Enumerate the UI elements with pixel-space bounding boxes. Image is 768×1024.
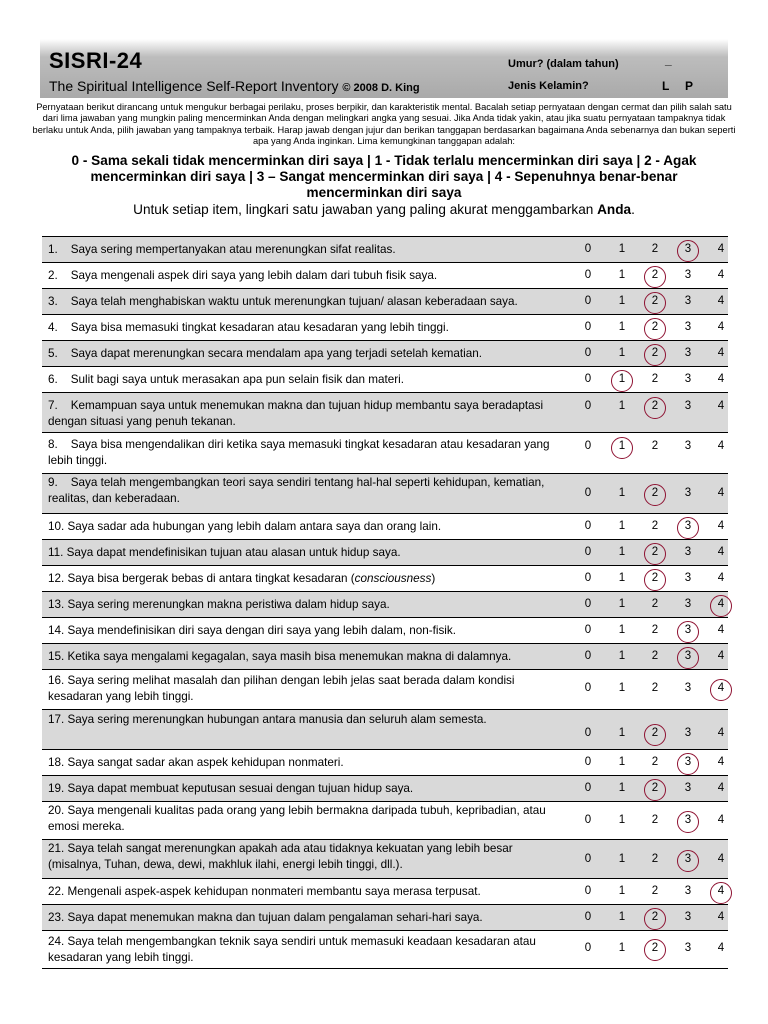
item-text: 11. Saya dapat mendefinisikan tujuan atau alasan untuk hidup saya. <box>48 546 401 559</box>
response-option-4[interactable]: 4 <box>717 400 725 412</box>
form-title-line <box>49 78 420 94</box>
age-label: Umur? (dalam tahun) <box>508 58 619 70</box>
item-text: 24. Saya telah mengembangkan teknik saya sendiri untuk memasuki keadaan kesadaran atau kesadaran yang lebih tinggi. <box>48 935 536 964</box>
response-option-1[interactable]: 1 <box>618 269 626 281</box>
item-text: 10. Saya sadar ada hubungan yang lebih dalam antara saya dan orang lain. <box>48 520 442 533</box>
response-option-1[interactable]: 1 <box>618 572 626 584</box>
answer-circle-mark <box>710 595 732 617</box>
table-row <box>42 433 728 474</box>
response-option-3[interactable]: 3 <box>684 624 692 636</box>
table-row <box>42 263 728 289</box>
response-option-3[interactable]: 3 <box>684 400 692 412</box>
item-statement <box>48 649 563 665</box>
item-statement <box>48 712 563 728</box>
response-option-0[interactable]: 0 <box>584 572 592 584</box>
table-row <box>42 618 728 644</box>
response-option-3[interactable]: 3 <box>684 243 692 255</box>
response-option-4[interactable]: 4 <box>717 487 725 499</box>
item-text-italic: consciousness <box>354 572 432 585</box>
response-option-1[interactable]: 1 <box>618 853 626 865</box>
answer-circle-mark <box>644 908 666 930</box>
response-option-2[interactable]: 2 <box>651 782 659 794</box>
table-row <box>42 367 728 393</box>
item-statement <box>48 398 563 430</box>
response-option-0[interactable]: 0 <box>584 295 592 307</box>
response-option-2[interactable]: 2 <box>651 682 659 694</box>
response-option-1[interactable]: 1 <box>618 440 626 452</box>
response-option-1[interactable]: 1 <box>618 321 626 333</box>
table-row <box>42 840 728 879</box>
response-option-3[interactable]: 3 <box>684 373 692 385</box>
response-option-1[interactable]: 1 <box>618 624 626 636</box>
item-statement <box>48 781 563 797</box>
response-option-1[interactable]: 1 <box>618 885 626 897</box>
item-statement <box>48 571 563 587</box>
response-option-4[interactable]: 4 <box>717 546 725 558</box>
table-row <box>42 474 728 514</box>
table-row <box>42 540 728 566</box>
instruction-end: . <box>631 202 635 217</box>
item-text: 20. Saya mengenali kualitas pada orang yang lebih bermakna daripada tubuh, kepribadian, atau emosi mereka. <box>48 804 546 833</box>
items-table <box>42 236 728 964</box>
item-text: 14. Saya mendefinisikan diri saya dengan diri saya yang lebih dalam, non-fisik. <box>48 624 456 637</box>
item-text: 17. Saya sering merenungkan hubungan antara manusia dan seluruh alam semesta. <box>48 713 487 726</box>
form-code: SISRI-24 <box>49 48 143 73</box>
response-option-3[interactable]: 3 <box>684 347 692 359</box>
item-statement <box>48 755 563 771</box>
answer-circle-mark <box>677 850 699 872</box>
response-option-2[interactable]: 2 <box>651 814 659 826</box>
response-option-0[interactable]: 0 <box>584 853 592 865</box>
table-row <box>42 879 728 905</box>
response-option-2[interactable]: 2 <box>651 295 659 307</box>
response-option-4[interactable]: 4 <box>717 624 725 636</box>
response-option-0[interactable]: 0 <box>584 682 592 694</box>
table-row <box>42 393 728 433</box>
response-option-1[interactable]: 1 <box>618 373 626 385</box>
table-row <box>42 315 728 341</box>
item-statement <box>48 519 563 535</box>
response-option-4[interactable]: 4 <box>717 682 725 694</box>
table-row <box>42 566 728 592</box>
response-option-3[interactable]: 3 <box>684 782 692 794</box>
copyright: © 2008 D. King <box>342 82 420 94</box>
answer-circle-mark <box>644 724 666 746</box>
gender-label: Jenis Kelamin? <box>508 80 589 92</box>
table-row <box>42 931 728 969</box>
answer-circle-mark <box>644 484 666 506</box>
age-field[interactable]: _ <box>665 53 672 67</box>
answer-circle-mark <box>644 266 666 288</box>
item-text: 23. Saya dapat menemukan makna dan tujuan dalam pengalaman sehari-hari saya. <box>48 911 483 924</box>
response-option-2[interactable]: 2 <box>651 885 659 897</box>
item-statement <box>48 437 563 469</box>
form-title: The Spiritual Intelligence Self-Report Inventory <box>49 78 339 94</box>
response-option-2[interactable]: 2 <box>651 440 659 452</box>
response-option-1[interactable]: 1 <box>618 650 626 662</box>
response-option-4[interactable]: 4 <box>717 727 725 739</box>
response-option-1[interactable]: 1 <box>618 546 626 558</box>
table-row <box>42 670 728 710</box>
response-option-1[interactable]: 1 <box>618 942 626 954</box>
item-text: 13. Saya sering merenungkan makna peristiwa dalam hidup saya. <box>48 598 390 611</box>
answer-circle-mark <box>644 397 666 419</box>
item-statement <box>48 242 563 258</box>
answer-circle-mark <box>644 939 666 961</box>
response-option-2[interactable]: 2 <box>651 756 659 768</box>
response-option-0[interactable]: 0 <box>584 650 592 662</box>
item-statement <box>48 346 563 362</box>
item-statement <box>48 268 563 284</box>
response-option-2[interactable]: 2 <box>651 487 659 499</box>
response-option-1[interactable]: 1 <box>618 520 626 532</box>
response-option-2[interactable]: 2 <box>651 911 659 923</box>
gender-option-l[interactable]: L <box>662 79 670 93</box>
item-text: 18. Saya sangat sadar akan aspek kehidupan nonmateri. <box>48 756 344 769</box>
table-row <box>42 644 728 670</box>
response-option-4[interactable]: 4 <box>717 269 725 281</box>
response-option-2[interactable]: 2 <box>651 347 659 359</box>
response-option-3[interactable]: 3 <box>684 911 692 923</box>
item-text: 7. Kemampuan saya untuk menemukan makna dan tujuan hidup membantu saya beradaptasi dengan situasi yang penuh tekanan. <box>48 399 544 428</box>
response-option-2[interactable]: 2 <box>651 269 659 281</box>
response-option-3[interactable]: 3 <box>684 853 692 865</box>
response-option-0[interactable]: 0 <box>584 347 592 359</box>
response-option-2[interactable]: 2 <box>651 650 659 662</box>
response-option-2[interactable]: 2 <box>651 373 659 385</box>
item-statement <box>48 803 563 835</box>
response-option-1[interactable]: 1 <box>618 243 626 255</box>
answer-circle-mark <box>677 811 699 833</box>
response-option-2[interactable]: 2 <box>651 243 659 255</box>
response-option-0[interactable]: 0 <box>584 440 592 452</box>
table-row <box>42 289 728 315</box>
response-option-0[interactable]: 0 <box>584 598 592 610</box>
response-option-3[interactable]: 3 <box>684 814 692 826</box>
response-option-2[interactable]: 2 <box>651 400 659 412</box>
answer-circle-mark <box>644 292 666 314</box>
item-statement <box>48 294 563 310</box>
item-text: 5. Saya dapat merenungkan secara mendalam apa yang terjadi setelah kematian. <box>48 347 483 360</box>
answer-circle-mark <box>710 882 732 904</box>
response-option-4[interactable]: 4 <box>717 572 725 584</box>
form-header <box>40 39 728 98</box>
response-option-0[interactable]: 0 <box>584 520 592 532</box>
response-option-0[interactable]: 0 <box>584 624 592 636</box>
response-option-2[interactable]: 2 <box>651 546 659 558</box>
gender-option-p[interactable]: P <box>685 79 694 93</box>
table-row <box>42 514 728 540</box>
answer-circle-mark <box>644 779 666 801</box>
response-option-1[interactable]: 1 <box>618 911 626 923</box>
response-option-4[interactable]: 4 <box>717 756 725 768</box>
table-row <box>42 905 728 931</box>
item-statement <box>48 597 563 613</box>
answer-circle-mark <box>677 240 699 262</box>
response-option-0[interactable]: 0 <box>584 269 592 281</box>
response-option-0[interactable]: 0 <box>584 911 592 923</box>
response-option-4[interactable]: 4 <box>717 814 725 826</box>
answer-circle-mark <box>611 370 633 392</box>
item-text: 6. Sulit bagi saya untuk merasakan apa pun selain fisik dan materi. <box>48 373 405 386</box>
response-option-0[interactable]: 0 <box>584 942 592 954</box>
item-statement <box>48 934 563 966</box>
response-option-3[interactable]: 3 <box>684 942 692 954</box>
answer-circle-mark <box>644 318 666 340</box>
response-option-1[interactable]: 1 <box>618 682 626 694</box>
instruction-emphasis: Anda <box>597 202 632 217</box>
response-option-2[interactable]: 2 <box>651 598 659 610</box>
item-statement <box>48 841 563 873</box>
response-option-4[interactable]: 4 <box>717 520 725 532</box>
response-option-3[interactable]: 3 <box>684 546 692 558</box>
response-option-3[interactable]: 3 <box>684 572 692 584</box>
response-option-2[interactable]: 2 <box>651 321 659 333</box>
response-option-0[interactable]: 0 <box>584 546 592 558</box>
response-option-3[interactable]: 3 <box>684 650 692 662</box>
response-option-1[interactable]: 1 <box>618 347 626 359</box>
response-option-4[interactable]: 4 <box>717 321 725 333</box>
response-option-4[interactable]: 4 <box>717 243 725 255</box>
response-option-3[interactable]: 3 <box>684 682 692 694</box>
answer-circle-mark <box>644 344 666 366</box>
item-text: 15. Ketika saya mengalami kegagalan, saya masih bisa menemukan makna di dalamnya. <box>48 650 512 663</box>
response-option-4[interactable]: 4 <box>717 782 725 794</box>
answer-circle-mark <box>677 517 699 539</box>
response-option-0[interactable]: 0 <box>584 756 592 768</box>
response-option-3[interactable]: 3 <box>684 269 692 281</box>
response-option-2[interactable]: 2 <box>651 624 659 636</box>
response-option-2[interactable]: 2 <box>651 853 659 865</box>
response-option-4[interactable]: 4 <box>717 911 725 923</box>
response-scale: 0 - Sama sekali tidak mencerminkan diri saya | 1 - Tidak terlalu mencerminkan diri saya | 2 - Agak mencerminkan diri saya | 3 – Sangat mencerminkan diri saya | 4 - Sepenuhnya benar-benar mencerminkan diri saya <box>71 153 697 200</box>
table-row <box>42 237 728 263</box>
response-option-3[interactable]: 3 <box>684 295 692 307</box>
item-statement <box>48 320 563 336</box>
answer-circle-mark <box>644 543 666 565</box>
response-option-0[interactable]: 0 <box>584 885 592 897</box>
table-row <box>42 802 728 840</box>
item-text: 21. Saya telah sangat merenungkan apakah ada atau tidaknya kekuatan yang lebih besar (misalnya, Tuhan, dewa, dewi, makhluk ilahi, energi lebih tinggi, dll.). <box>48 842 513 871</box>
response-option-2[interactable]: 2 <box>651 942 659 954</box>
response-option-4[interactable]: 4 <box>717 885 725 897</box>
response-option-1[interactable]: 1 <box>618 727 626 739</box>
item-text: 22. Mengenali aspek-aspek kehidupan nonmateri membantu saya merasa terpusat. <box>48 885 481 898</box>
response-option-4[interactable]: 4 <box>717 373 725 385</box>
answer-circle-mark <box>710 679 732 701</box>
response-option-1[interactable]: 1 <box>618 756 626 768</box>
response-option-3[interactable]: 3 <box>684 520 692 532</box>
table-row <box>42 750 728 776</box>
item-statement <box>48 673 563 705</box>
item-text: 2. Saya mengenali aspek diri saya yang lebih dalam dari tubuh fisik saya. <box>48 269 438 282</box>
response-option-2[interactable]: 2 <box>651 520 659 532</box>
response-option-4[interactable]: 4 <box>717 598 725 610</box>
item-statement <box>48 910 563 926</box>
item-text-tail: ) <box>431 572 436 585</box>
response-option-0[interactable]: 0 <box>584 243 592 255</box>
response-option-0[interactable]: 0 <box>584 321 592 333</box>
response-option-0[interactable]: 0 <box>584 814 592 826</box>
item-statement <box>48 372 563 388</box>
item-text: 8. Saya bisa mengendalikan diri ketika saya memasuki tingkat kesadaran atau kesadaran yang lebih tinggi. <box>48 438 550 467</box>
answer-circle-mark <box>677 753 699 775</box>
response-option-0[interactable]: 0 <box>584 782 592 794</box>
response-option-4[interactable]: 4 <box>717 853 725 865</box>
response-option-4[interactable]: 4 <box>717 347 725 359</box>
item-statement <box>48 475 563 507</box>
response-option-0[interactable]: 0 <box>584 400 592 412</box>
response-option-1[interactable]: 1 <box>618 400 626 412</box>
item-text: 4. Saya bisa memasuki tingkat kesadaran atau kesadaran yang lebih tinggi. <box>48 321 449 334</box>
response-option-4[interactable]: 4 <box>717 942 725 954</box>
response-option-3[interactable]: 3 <box>684 487 692 499</box>
response-option-1[interactable]: 1 <box>618 487 626 499</box>
table-row <box>42 592 728 618</box>
response-option-1[interactable]: 1 <box>618 598 626 610</box>
item-statement <box>48 545 563 561</box>
response-option-0[interactable]: 0 <box>584 373 592 385</box>
response-option-3[interactable]: 3 <box>684 440 692 452</box>
item-text: 9. Saya telah mengembangkan teori saya sendiri tentang hal-hal seperti kehidupan, kematian, realitas, dan keberadaan. <box>48 476 545 505</box>
response-option-3[interactable]: 3 <box>684 885 692 897</box>
response-option-2[interactable]: 2 <box>651 572 659 584</box>
answer-circle-mark <box>677 621 699 643</box>
answer-circle-mark <box>611 437 633 459</box>
response-option-3[interactable]: 3 <box>684 756 692 768</box>
response-option-2[interactable]: 2 <box>651 727 659 739</box>
instruction <box>40 202 728 217</box>
intro-text: Pernyataan berikut dirancang untuk mengukur berbagai perilaku, proses berpikir, dan karakteristik mental. Bacalah setiap pernyataan dengan cermat dan pilih salah satu dari lima jawaban yang mungkin paling mencerminkan Anda dengan melingkari angka yang sesuai. Jika Anda tidak yakin, atau jika suatu pernyataan tampaknya tidak berlaku untuk Anda, pilih jawaban yang tampaknya terbaik. Harap jawab dengan jujur dan berikan tanggapan berdasarkan bagaimana Anda sebenarnya dan bukan seperti apa yang Anda inginkan. Lima kemungkinan tanggapan adalah: <box>32 102 736 146</box>
item-statement <box>48 884 563 900</box>
response-option-0[interactable]: 0 <box>584 727 592 739</box>
response-option-3[interactable]: 3 <box>684 321 692 333</box>
response-option-1[interactable]: 1 <box>618 782 626 794</box>
table-row <box>42 710 728 750</box>
response-option-4[interactable]: 4 <box>717 650 725 662</box>
response-option-1[interactable]: 1 <box>618 295 626 307</box>
table-row <box>42 776 728 802</box>
response-option-0[interactable]: 0 <box>584 487 592 499</box>
item-text: 19. Saya dapat membuat keputusan sesuai dengan tujuan hidup saya. <box>48 782 414 795</box>
response-option-1[interactable]: 1 <box>618 814 626 826</box>
answer-circle-mark <box>677 647 699 669</box>
answer-circle-mark <box>644 569 666 591</box>
response-option-3[interactable]: 3 <box>684 598 692 610</box>
item-text: 12. Saya bisa bergerak bebas di antara tingkat kesadaran ( <box>48 572 355 585</box>
table-row <box>42 341 728 367</box>
item-text: 3. Saya telah menghabiskan waktu untuk merenungkan tujuan/ alasan keberadaan saya. <box>48 295 518 308</box>
response-option-3[interactable]: 3 <box>684 727 692 739</box>
response-option-4[interactable]: 4 <box>717 295 725 307</box>
item-text: 16. Saya sering melihat masalah dan pilihan dengan lebih jelas saat berada dalam kondisi kesadaran yang lebih tinggi. <box>48 674 515 703</box>
item-statement <box>48 623 563 639</box>
response-option-4[interactable]: 4 <box>717 440 725 452</box>
item-text: 1. Saya sering mempertanyakan atau merenungkan sifat realitas. <box>48 243 396 256</box>
instruction-text: Untuk setiap item, lingkari satu jawaban yang paling akurat menggambarkan <box>133 202 598 217</box>
